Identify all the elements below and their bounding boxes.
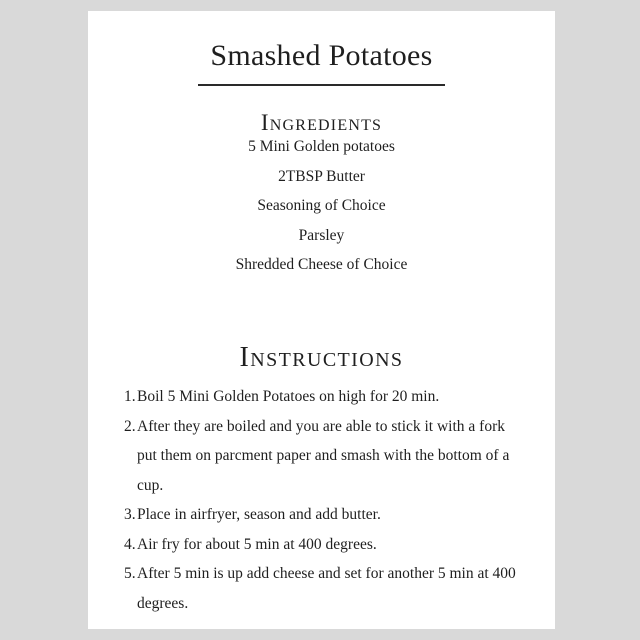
step-text: After 5 min is up add cheese and set for another 5 min at 400 degrees. [137, 565, 516, 612]
step-text: Air fry for about 5 min at 400 degrees. [137, 535, 377, 553]
ingredient-item: Shredded Cheese of Choice [235, 256, 408, 273]
recipe-title: Smashed Potatoes [210, 39, 433, 72]
ingredient-item: 5 Mini Golden potatoes [248, 138, 395, 155]
instruction-step [124, 382, 524, 412]
instructions-list [124, 382, 524, 618]
title-divider [198, 84, 445, 86]
ingredients-list [88, 136, 555, 284]
ingredients-heading: Ingredients [260, 110, 383, 135]
step-text: Place in airfryer, season and add butter. [137, 506, 381, 523]
ingredient-item: Seasoning of Choice [257, 197, 386, 214]
instruction-step [124, 500, 524, 530]
instructions-heading: Instructions [239, 342, 404, 373]
step-number: 2. [124, 417, 136, 435]
step-number: 4. [124, 535, 136, 553]
recipe-card [88, 11, 555, 629]
step-number: 1. [124, 388, 136, 405]
step-number: 5. [124, 565, 136, 582]
step-text: After they are boiled and you are able to stick it with a fork put them on parcment paper and smash with the bottom of a cup. [137, 417, 510, 494]
instruction-step [124, 530, 524, 560]
step-text: Boil 5 Mini Golden Potatoes on high for 20 min. [137, 388, 440, 405]
step-number: 3. [124, 506, 136, 523]
instruction-step [124, 412, 524, 501]
instruction-step [124, 559, 524, 618]
ingredient-item: Parsley [298, 226, 345, 244]
ingredient-item: 2TBSP Butter [278, 167, 365, 185]
